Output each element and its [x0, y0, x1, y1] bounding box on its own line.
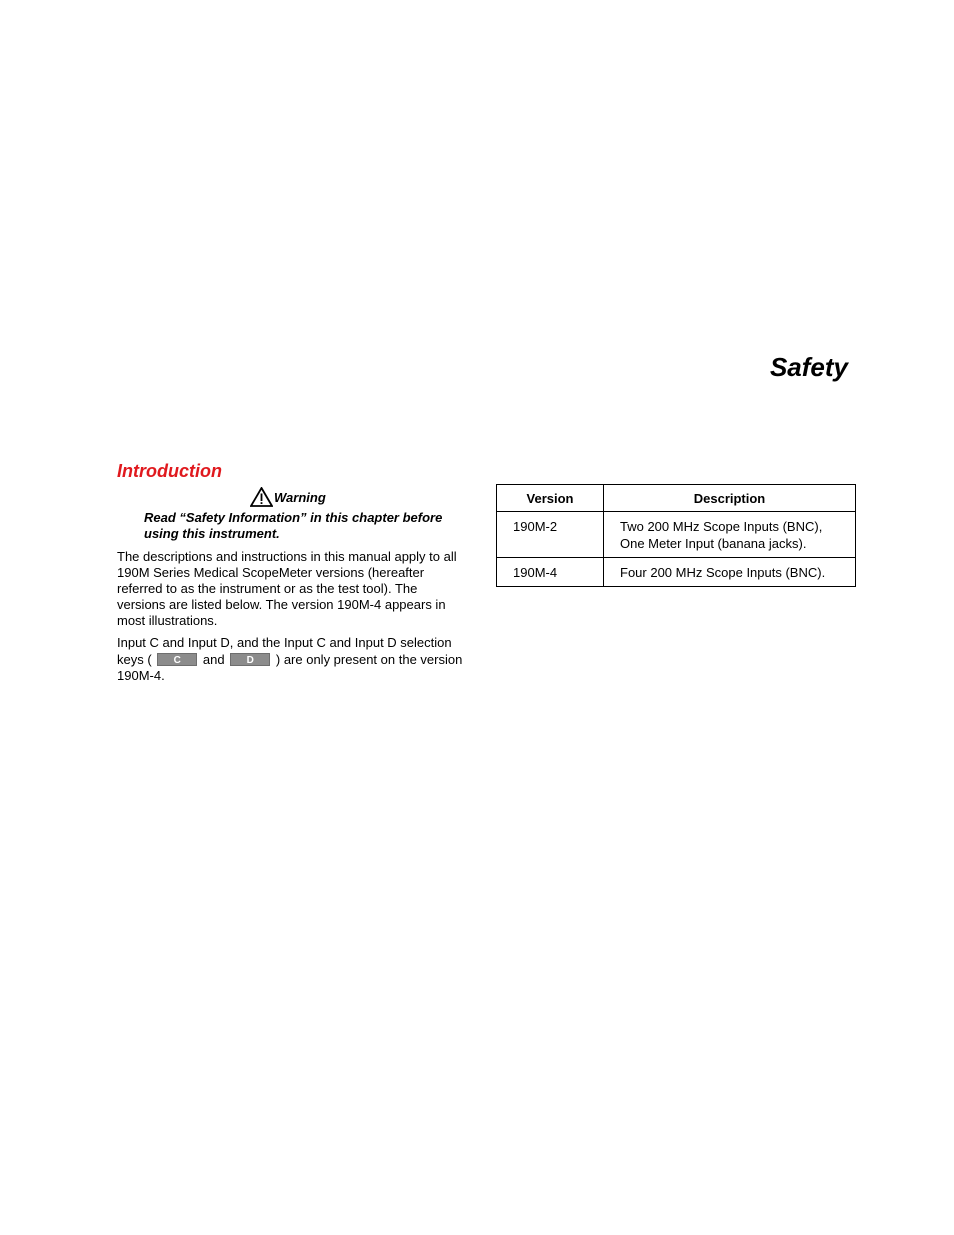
key-d-icon: D: [230, 653, 270, 666]
intro-paragraph-1: The descriptions and instructions in this manual apply to all 190M Series Medical ScopeMeter versions (hereafter referred to as the instrument or as the test tool). The versions are listed below. The version 190M-4 appears in most illustrations.: [117, 549, 457, 628]
table-row: [497, 512, 856, 558]
warning-title-text: Warning: [274, 489, 326, 505]
table-cell-description: [604, 558, 856, 587]
table-row: [497, 558, 856, 587]
key-c-icon: C: [157, 653, 197, 666]
table-header-version: Version: [497, 485, 604, 512]
table-header-description: Description: [604, 485, 856, 512]
table-cell-version: 190M-4: [497, 558, 604, 587]
section-heading-introduction: Introduction: [117, 461, 222, 481]
intro-paragraph-2-and: and: [202, 651, 225, 667]
description-line: Four 200 MHz Scope Inputs (BNC).: [620, 565, 826, 580]
intro-paragraph-2-start: Input C and Input D, and the Input C and Input D selection keys (: [117, 635, 452, 667]
warning-body: Read “Safety Information” in this chapter before using this instrument.: [144, 510, 443, 541]
chapter-title: Safety: [769, 352, 848, 382]
warning-triangle-icon: [250, 487, 273, 507]
versions-table: [496, 484, 856, 587]
table-cell-version: 190M-2: [497, 512, 604, 558]
intro-paragraph-2-end: ) are only present on the version 190M-4.: [117, 651, 463, 683]
intro-paragraph-2: [117, 635, 467, 685]
description-line: One Meter Input (banana jacks).: [620, 536, 807, 551]
description-line: Two 200 MHz Scope Inputs (BNC),: [620, 519, 823, 534]
table-cell-description: [604, 512, 856, 558]
warning-title: [250, 487, 326, 507]
table-header-row: [497, 485, 856, 512]
